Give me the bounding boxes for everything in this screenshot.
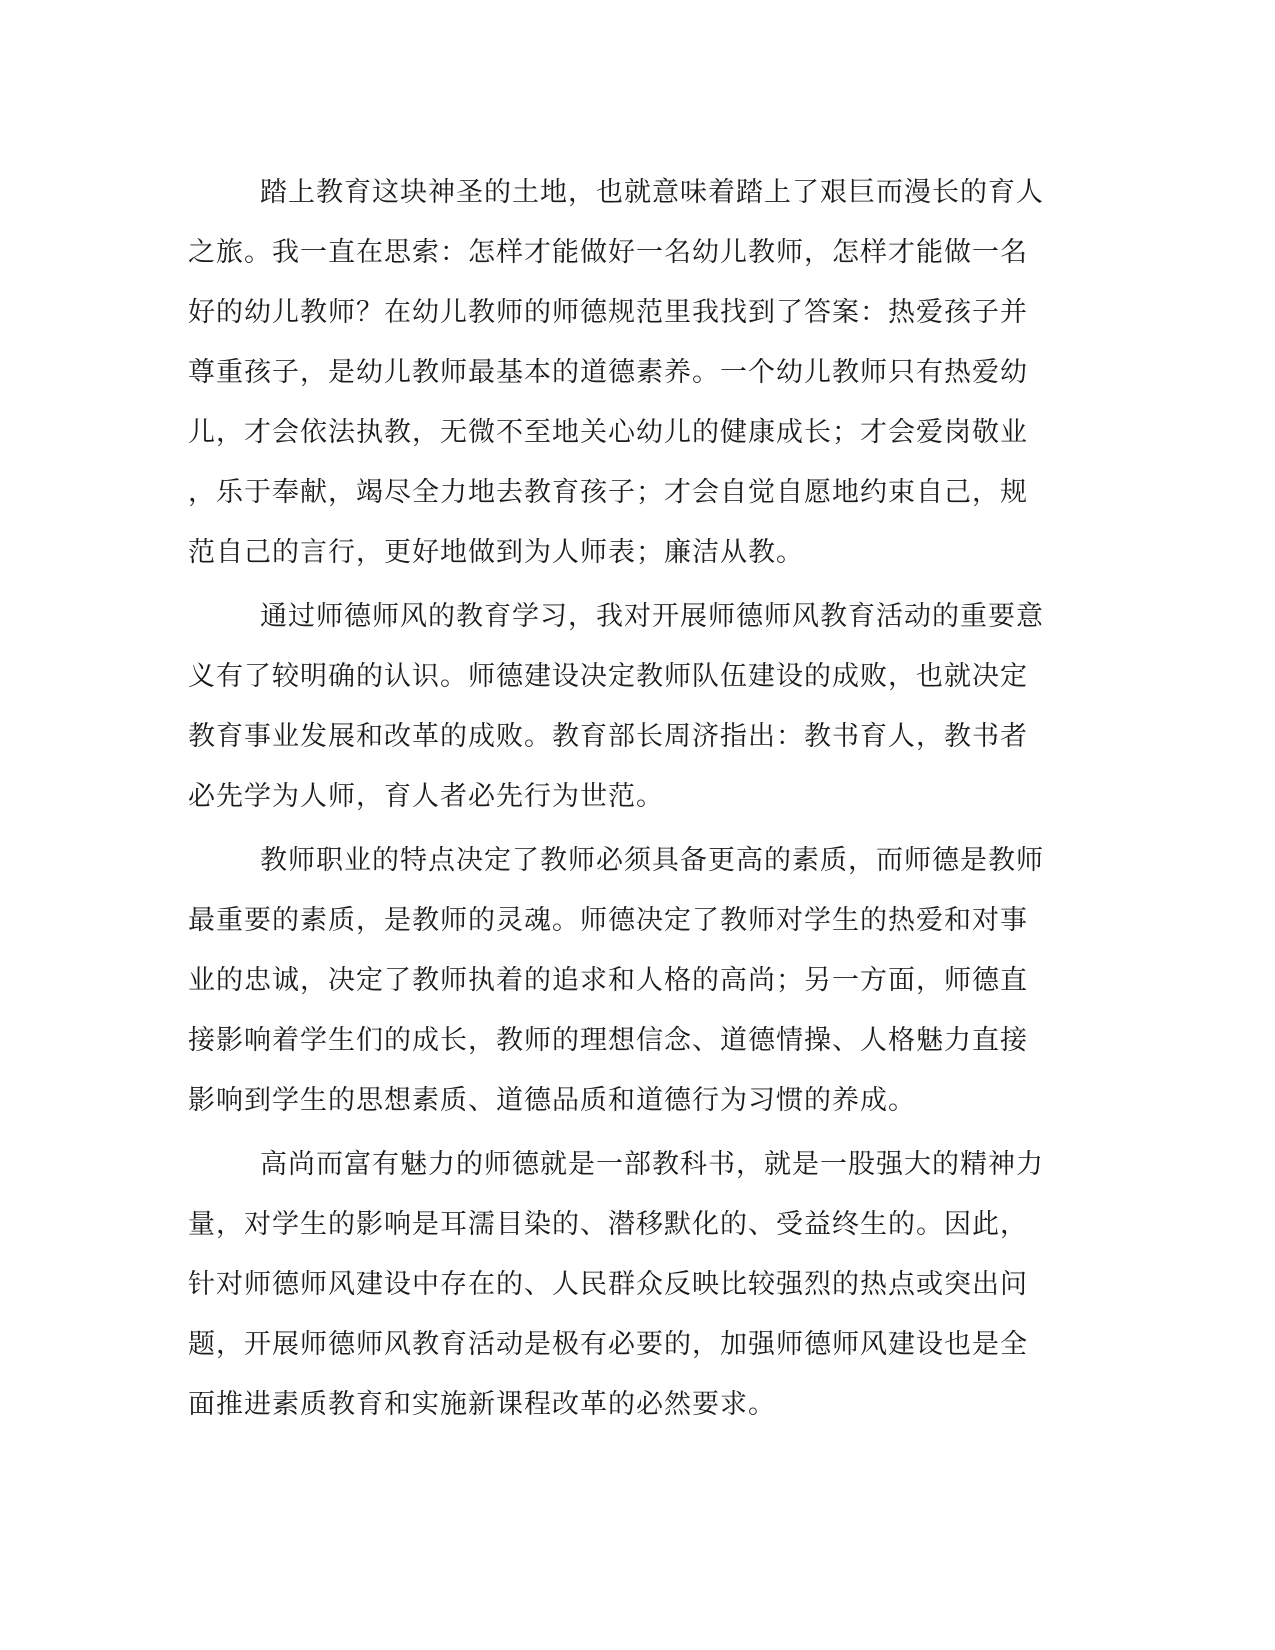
paragraph-line: 教育事业发展和改革的成败。教育部长周济指出：教书育人，教书者 [188,721,1028,752]
paragraph-line: 教师职业的特点决定了教师必须具备更高的素质，而师德是教师 [260,845,1044,876]
paragraph-4 [188,1135,1068,1435]
paragraph-1 [188,163,1068,583]
paragraph-line: 之旅。我一直在思索：怎样才能做好一名幼儿教师，怎样才能做一名 [188,237,1028,268]
paragraph-line: 面推进素质教育和实施新课程改革的必然要求。 [188,1389,776,1420]
paragraph-line: 高尚而富有魅力的师德就是一部教科书，就是一股强大的精神力 [260,1149,1044,1180]
paragraph-line: 范自己的言行，更好地做到为人师表；廉洁从教。 [188,537,804,568]
paragraph-line: 最重要的素质，是教师的灵魂。师德决定了教师对学生的热爱和对事 [188,905,1028,936]
paragraph-line: 影响到学生的思想素质、道德品质和道德行为习惯的养成。 [188,1085,916,1116]
paragraph-line: ，乐于奉献，竭尽全力地去教育孩子；才会自觉自愿地约束自己，规 [188,477,1028,508]
paragraph-line: 针对师德师风建设中存在的、人民群众反映比较强烈的热点或突出问 [188,1269,1028,1300]
document-body [188,163,1068,1439]
paragraph-line: 接影响着学生们的成长，教师的理想信念、道德情操、人格魅力直接 [188,1025,1028,1056]
paragraph-line: 必先学为人师，育人者必先行为世范。 [188,781,664,812]
paragraph-3 [188,831,1068,1131]
paragraph-line: 尊重孩子，是幼儿教师最基本的道德素养。一个幼儿教师只有热爱幼 [188,357,1028,388]
paragraph-2 [188,587,1068,827]
paragraph-line: 题，开展师德师风教育活动是极有必要的，加强师德师风建设也是全 [188,1329,1028,1360]
paragraph-line: 踏上教育这块神圣的土地，也就意味着踏上了艰巨而漫长的育人 [260,177,1044,208]
paragraph-line: 好的幼儿教师？在幼儿教师的师德规范里我找到了答案：热爱孩子并 [188,297,1028,328]
paragraph-line: 儿，才会依法执教，无微不至地关心幼儿的健康成长；才会爱岗敬业 [188,417,1028,448]
paragraph-line: 量，对学生的影响是耳濡目染的、潜移默化的、受益终生的。因此， [188,1209,1028,1240]
paragraph-line: 义有了较明确的认识。师德建设决定教师队伍建设的成败，也就决定 [188,661,1028,692]
paragraph-line: 业的忠诚，决定了教师执着的追求和人格的高尚；另一方面，师德直 [188,965,1028,996]
paragraph-line: 通过师德师风的教育学习，我对开展师德师风教育活动的重要意 [260,601,1044,632]
